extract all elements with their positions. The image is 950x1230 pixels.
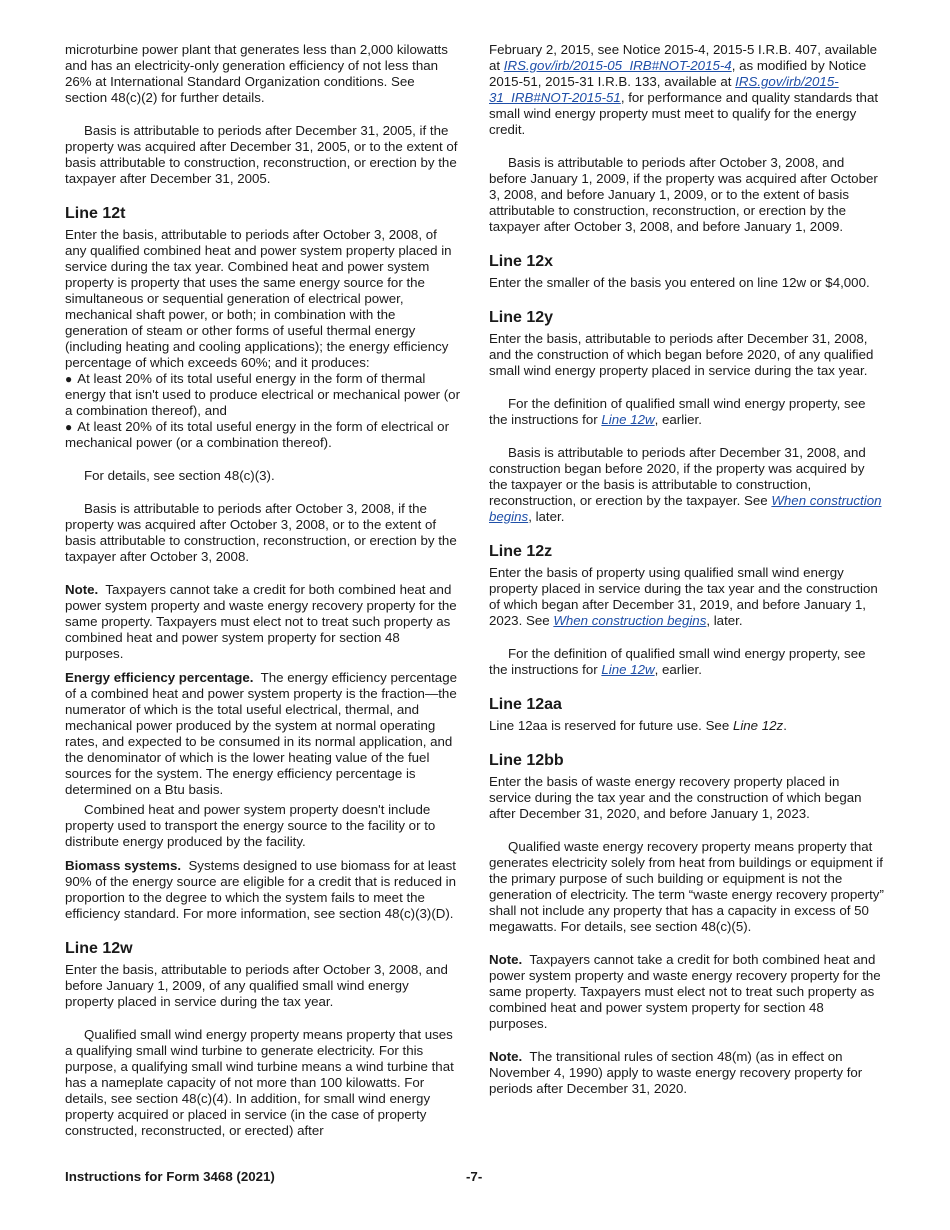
heading-line-12t: Line 12t bbox=[65, 205, 126, 222]
heading-line-12w: Line 12w bbox=[65, 940, 133, 957]
link-when-construction-begins[interactable]: When construction begins bbox=[489, 493, 882, 524]
paragraph-line-12x: Enter the smaller of the basis you entered on line 12w or $4,000. bbox=[489, 275, 870, 290]
footer-page-number: -7- bbox=[466, 1169, 483, 1184]
paragraph-definition-12z: For the definition of qualified small wind energy property, see the instructions for Line 12w, earlier. bbox=[489, 646, 866, 677]
paragraph-definition-12y: For the definition of qualified small wind energy property, see the instructions for Line 12w, earlier. bbox=[489, 396, 866, 427]
paragraph-basis-2008: Basis is attributable to periods after October 3, 2008, if the property was acquired after October 3, 2008, or to the extent of basis attributable to construction, reconstruction, or erection by the taxpayer after October 3, 2008. bbox=[65, 501, 457, 564]
paragraph-line-12aa: Line 12aa is reserved for future use. See Line 12z. bbox=[489, 718, 787, 733]
bullet-icon: ● bbox=[65, 420, 73, 434]
note-combined-heat-right: Note. Taxpayers cannot take a credit for both combined heat and power system property and waste energy recovery property for the same property. Taxpayers must elect not to treat such property as combined heat and power system property for section 48 purposes. bbox=[489, 952, 881, 1031]
paragraph-line-12z: Enter the basis of property using qualified small wind energy property placed in service during the tax year and the construction of which began after December 31, 2019, and before January 1, 2023. See When construction begins, later. bbox=[489, 565, 878, 628]
heading-line-12aa: Line 12aa bbox=[489, 696, 562, 713]
paragraph-line-12w: Enter the basis, attributable to periods after October 3, 2008, and before January 1, 2009, of any qualified small wind energy property placed in service during the tax year. bbox=[65, 962, 448, 1009]
right-column bbox=[489, 42, 884, 1097]
paragraph-microturbine: microturbine power plant that generates less than 2,000 kilowatts and has an electricity-only generation efficiency of not less than 26% at International Standard Organization conditions. See section 48(c)(2) for further details. bbox=[65, 42, 448, 105]
heading-line-12bb: Line 12bb bbox=[489, 752, 564, 769]
paragraph-biomass: Biomass systems. Systems designed to use biomass for at least 90% of the energy source are eligible for a credit that is reduced in proportion to the degree to which the system fails to meet the efficiency standard. For more information, see section 48(c)(3)(D). bbox=[65, 858, 457, 921]
bullet-icon: ● bbox=[65, 372, 73, 386]
paragraph-qualified-small-wind: Qualified small wind energy property means property that uses a qualifying small wind turbine to generate electricity. For this purpose, a qualifying small wind turbine means a wind turbine that has a nameplate capacity of not more than 100 kilowatts. For details, see section 48(c)(4). In addition, for small wind energy property acquired or placed in service (in the case of property constructed, reconstructed, or erected) after bbox=[65, 1027, 454, 1138]
heading-line-12x: Line 12x bbox=[489, 253, 554, 270]
paragraph-line-12y: Enter the basis, attributable to periods after December 31, 2008, and the construction of which began before 2020, of any qualified small wind energy property placed in service during the tax year. bbox=[489, 331, 874, 378]
heading-line-12z: Line 12z bbox=[489, 543, 553, 560]
paragraph-details-12t: For details, see section 48(c)(3). bbox=[84, 468, 275, 483]
paragraph-line-12t: Enter the basis, attributable to periods after October 3, 2008, of any qualified combined heat and power system property placed in service during the tax year. Combined heat and power system property is property that uses the same energy source for the simultaneous or sequential generation of electrical power, mechanical shaft power, or both; in combination with the generation of steam or other forms of useful thermal energy (including heating and cooling applications); the energy efficiency percentage of which exceeds 60%; and it produces: bbox=[65, 227, 452, 370]
footer-form-title: Instructions for Form 3468 (2021) bbox=[65, 1169, 275, 1184]
link-line-12w[interactable]: Line 12w bbox=[601, 662, 655, 677]
paragraph-basis-12y: Basis is attributable to periods after December 31, 2008, and construction began before 2020, if the property was acquired by the taxpayer or the basis is attributable to construction, reconstruction, or erection by the taxpayer. See When construction begins, later. bbox=[489, 445, 882, 524]
paragraph-energy-efficiency: Energy efficiency percentage. The energy efficiency percentage of a combined heat and power system property is the fraction—the numerator of which is the total useful electrical, thermal, and mechanical power produced by the system at normal operating rates, and expected to be consumed in its normal application, and the denominator of which is the lower heating value of the fuel sources for the system. The energy efficiency percentage is determined on a Btu basis. bbox=[65, 670, 457, 797]
note-combined-heat: Note. Taxpayers cannot take a credit for both combined heat and power system property and waste energy recovery property for the same property. Taxpayers must elect not to treat such property as combined heat and power system property for section 48 purposes. bbox=[65, 582, 457, 661]
paragraph-line-12bb: Enter the basis of waste energy recovery property placed in service during the tax year and the construction of which began after December 31, 2020, and before January 1, 2023. bbox=[489, 774, 862, 821]
link-line-12w[interactable]: Line 12w bbox=[601, 412, 655, 427]
paragraph-notice-continuation: February 2, 2015, see Notice 2015-4, 2015-5 I.R.B. 407, available at IRS.gov/irb/2015-05_IRB#NOT-2015-4, as modified by Notice 2015-51, 2015-31 I.R.B. 133, available at IRS.gov/irb/2015-31_IRB#NOT-2015-51, for performance and quality standards that small wind energy property must meet to qualify for the energy credit. bbox=[489, 42, 879, 137]
left-column bbox=[65, 42, 460, 1139]
bullet-item-thermal: ● At least 20% of its total useful energy in the form of thermal energy that isn't used to produce electrical or mechanical power (or a combination thereof), and bbox=[65, 371, 460, 418]
link-notice-2015-4[interactable]: IRS.gov/irb/2015-05_IRB#NOT-2015-4 bbox=[503, 58, 732, 73]
paragraph-qualified-waste-energy: Qualified waste energy recovery property means property that generates electricity solely from heat from buildings or equipment if the primary purpose of such building or equipment is not the generation of electricity. The term “waste energy recovery property” shall not include any property that has a capacity in excess of 50 megawatts. For details, see section 48(c)(5). bbox=[489, 839, 884, 934]
paragraph-basis-2005: Basis is attributable to periods after December 31, 2005, if the property was acquired after December 31, 2005, or to the extent of basis attributable to construction, reconstruction, or erection by the taxpayer after December 31, 2005. bbox=[65, 123, 458, 186]
paragraph-combined-exclusion: Combined heat and power system property doesn't include property used to transport the energy source to the facility or to distribute energy produced by the facility. bbox=[65, 802, 436, 849]
bullet-item-electrical: ● At least 20% of its total useful energy in the form of electrical or mechanical power (or a combination thereof). bbox=[65, 419, 450, 450]
heading-line-12y: Line 12y bbox=[489, 309, 554, 326]
link-notice-2015-51[interactable]: IRS.gov/irb/2015-31_IRB#NOT-2015-51 bbox=[489, 74, 839, 105]
link-when-construction-begins[interactable]: When construction begins bbox=[553, 613, 707, 628]
note-transitional-rules: Note. The transitional rules of section 48(m) (as in effect on November 4, 1990) apply to waste energy recovery property for periods after December 31, 2020. bbox=[489, 1049, 863, 1096]
paragraph-basis-2008-2009: Basis is attributable to periods after October 3, 2008, and before January 1, 2009, if the property was acquired after October 3, 2008, and before January 1, 2009, or to the extent of basis attributable to construction, reconstruction, or erection by the taxpayer after October 3, 2008, and before January 1, 2009. bbox=[489, 155, 878, 234]
